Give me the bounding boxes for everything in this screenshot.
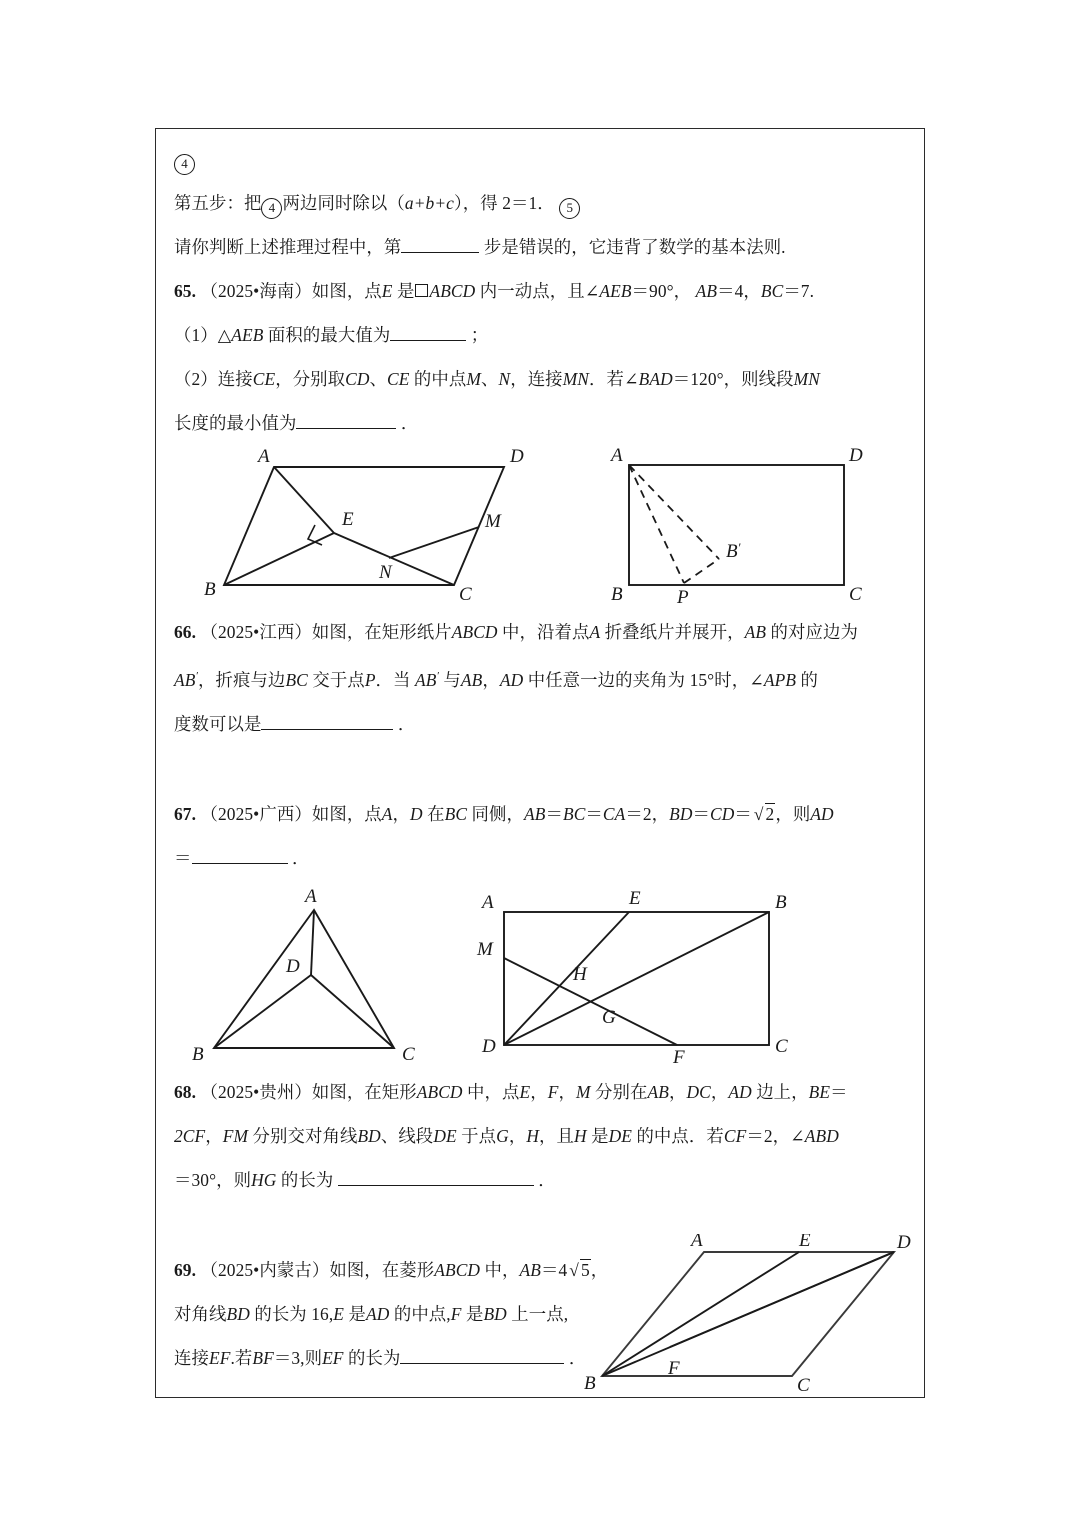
q67-l1-d: 同侧， [471, 803, 525, 824]
q65-p2-g: ＝120°，则线段 [672, 369, 794, 389]
spacer-after-q66 [174, 746, 908, 792]
q69-l1-c: ＝4 [540, 1259, 568, 1280]
label-A: A [258, 446, 270, 467]
marker-4-line [174, 137, 908, 181]
q66-l2-e: ， [482, 669, 500, 690]
q66-l2-g: 的 [800, 669, 818, 690]
label-M4: M [477, 938, 493, 960]
q69-l1-d: ， [590, 1259, 609, 1280]
q65-figure-group [174, 445, 908, 610]
q68-l2-c: 、线段 [380, 1125, 434, 1146]
q68-line2 [174, 1114, 908, 1158]
q67-l1-b: ， [392, 803, 411, 824]
q68-M: M [576, 1081, 591, 1102]
q68-cf: CF [723, 1125, 747, 1146]
q65-mn: MN [562, 369, 589, 389]
q65-part2-line2 [174, 401, 908, 445]
q68-l2-h: 的中点．若 [636, 1125, 724, 1146]
q68-l2-e: ， [508, 1125, 527, 1146]
q67-q68-figure-group [174, 880, 908, 1070]
answer-blank-q65-2[interactable] [296, 428, 396, 429]
q66-ab2: AB [460, 669, 483, 690]
q69-l2-f: 上一点, [511, 1303, 569, 1324]
q66-ab: AB [744, 622, 767, 642]
q68-l1-g: ， [710, 1081, 729, 1102]
q68-dc: DC [686, 1081, 711, 1102]
q68-H2: H [573, 1125, 587, 1146]
q65-part1-mid: 面积的最大值为 [267, 325, 391, 345]
step-five-prefix: 第五步：把 [174, 193, 262, 213]
label-N: N [379, 562, 392, 583]
label-C5: C [797, 1374, 810, 1396]
q65-p2-line2-suffix: ． [400, 413, 419, 433]
q68-E: E [519, 1081, 531, 1102]
figure-parallelogram-aebcd [204, 446, 524, 605]
q68-fm: FM [222, 1125, 249, 1146]
q65-bad: BAD [638, 369, 673, 389]
q66-l1-a: （2025•江西）如图，在矩形纸片 [200, 622, 452, 642]
q68-number: 68. [174, 1081, 197, 1102]
q69-F: F [450, 1303, 462, 1324]
q68-line3 [174, 1158, 908, 1202]
q69-E: E [333, 1303, 345, 1324]
expression-abc: a+b+c [404, 193, 454, 213]
answer-blank-q66[interactable] [261, 729, 393, 730]
answer-blank-q65-1[interactable] [390, 340, 466, 341]
q66-abcd: ABCD [451, 622, 498, 642]
q65-part2-line1 [174, 357, 908, 401]
q65-part2-prefix: （2）连接 [174, 369, 253, 389]
q67-l1-g: ＝2， [625, 803, 670, 824]
figure-rhombus-abcd [584, 1234, 914, 1399]
q68-ab: AB [647, 1081, 669, 1102]
figure-triangle-abcd [192, 886, 415, 1065]
q69-ab: AB [519, 1259, 541, 1280]
q68-l1-b: 中，点 [467, 1081, 520, 1102]
figure-rectangle-efmgh [476, 888, 788, 1068]
label-F4: F [673, 1046, 685, 1068]
step-five-suffix: ），得 2＝1． [454, 193, 555, 213]
q68-bd: BD [357, 1125, 381, 1146]
q66-point-A: A [589, 622, 601, 642]
q68-abd: ABD [804, 1125, 839, 1146]
judge-suffix: 步是错误的，它违背了数学的基本法则. [483, 237, 786, 257]
q67-ad: AD [810, 803, 834, 824]
q69-bd2: BD [483, 1303, 507, 1324]
q68-l1-h: 边上， [756, 1081, 809, 1102]
label-P: P [677, 587, 689, 608]
label-C3: C [402, 1043, 415, 1065]
label-C: C [459, 584, 472, 605]
q69-block [174, 1233, 911, 1396]
q66-bc: BC [285, 669, 308, 690]
figure-rectangle-fold [609, 445, 863, 608]
q65-bc: BC [760, 281, 784, 301]
q67-number: 67. [174, 803, 197, 824]
q67-l1-f: ＝ [585, 803, 603, 824]
answer-blank-judge[interactable] [401, 252, 479, 253]
q67-line1 [174, 792, 908, 836]
label-C4: C [775, 1035, 788, 1057]
label-D: D [510, 446, 524, 467]
label-A4: A [482, 891, 494, 913]
q65-ce2: CE [387, 369, 410, 389]
q65-n: N [498, 369, 511, 389]
q65-part1-suffix: ； [470, 325, 489, 345]
label-A3: A [305, 885, 317, 907]
q65-stem-line [174, 269, 908, 313]
q65-mn2: MN [793, 369, 820, 389]
q66-l3-prefix: 度数可以是 [174, 713, 262, 734]
q65-p2-b: 、 [369, 369, 388, 389]
label-F5: F [668, 1357, 680, 1379]
q66-l1-c: 折叠纸片并展开， [604, 622, 745, 642]
q65-number: 65. [174, 281, 197, 301]
q65-figures-row [174, 445, 908, 610]
q69-l3-c: ＝3,则 [273, 1347, 323, 1368]
q68-l2-b: 分别交对角线 [252, 1125, 358, 1146]
q67-l1-j: ，则 [775, 803, 811, 824]
q68-de: DE [433, 1125, 457, 1146]
label-D2: D [849, 445, 863, 466]
label-M: M [485, 511, 501, 532]
label-D4: D [482, 1035, 496, 1057]
label-H4: H [573, 963, 587, 985]
q68-l1-e: 分别在 [595, 1081, 648, 1102]
q66-abprime: AB′ [174, 669, 198, 690]
q66-l1-b: 中，沿着点 [502, 622, 590, 642]
q68-2cf: 2CF [174, 1125, 206, 1146]
label-C2: C [849, 584, 862, 605]
q67-l1-i: ＝ [734, 803, 752, 824]
judge-prefix: 请你判断上述推理过程中，第 [174, 237, 402, 257]
q68-F: F [547, 1081, 559, 1102]
q68-be: BE [808, 1081, 831, 1102]
q66-l3-suffix: ． [397, 713, 416, 734]
q69-l3-a: 连接 [174, 1347, 209, 1368]
q66-abprime2: AB′ [414, 669, 439, 690]
step-five-middle: 两边同时除以（ [282, 193, 405, 213]
q69-l2-c: 是 [348, 1303, 366, 1324]
q66-apb: APB [763, 669, 797, 690]
document-page [155, 128, 925, 1398]
q65-part1-aeb: AEB [231, 325, 264, 345]
answer-blank-q69[interactable] [400, 1363, 564, 1364]
q65-stem-a: （2025•海南）如图，点 [200, 281, 382, 301]
q67-q68-figures-row [174, 880, 908, 1070]
q68-H: H [526, 1125, 539, 1146]
q66-line2 [174, 654, 908, 702]
q65-part1-prefix: （1）△ [174, 325, 232, 345]
q68-l2-i: ＝2，∠ [746, 1125, 805, 1146]
q69-l3-suffix: ． [568, 1347, 587, 1368]
q68-l2-g: 是 [591, 1125, 609, 1146]
q69-number: 69. [174, 1259, 197, 1280]
q67-cd: CD [710, 803, 735, 824]
label-D3: D [286, 955, 300, 977]
q69-bf: BF [252, 1347, 274, 1368]
q65-p2-line2-prefix: 长度的最小值为 [174, 413, 297, 433]
q65-stem-e: ＝4， [717, 281, 761, 301]
q69-ef: EF [208, 1347, 231, 1368]
q65-stem-d: ＝90°， [631, 281, 692, 301]
q69-figure-wrapper [584, 1234, 914, 1399]
q69-bd: BD [226, 1303, 250, 1324]
q66-line3 [174, 702, 908, 746]
q68-l2-a: ， [205, 1125, 223, 1146]
q67-bc: BC [444, 803, 468, 824]
q68-l2-d: 于点 [461, 1125, 497, 1146]
q65-part1-line [174, 313, 908, 357]
answer-blank-q67[interactable] [192, 863, 288, 864]
q65-p2-a: ，分别取 [275, 369, 346, 389]
answer-blank-q68[interactable] [338, 1185, 534, 1186]
q68-l3-mid: 的长为 [280, 1169, 334, 1190]
q66-l2-c: ．当 [375, 669, 411, 690]
q66-point-P: P [364, 669, 376, 690]
q68-de2: DE [608, 1125, 632, 1146]
q67-l2-prefix: ＝ [174, 847, 192, 868]
q69-l3-b: .若 [230, 1347, 253, 1368]
q69-abcd: ABCD [434, 1259, 481, 1280]
label-E4: E [629, 887, 641, 909]
label-B2: B [611, 584, 623, 605]
sqrt-5: √ 5 [569, 1259, 590, 1280]
q69-ef2: EF [322, 1347, 344, 1368]
label-A5: A [691, 1233, 703, 1251]
q69-l2-b: 的长为 16, [254, 1303, 334, 1324]
q68-hg: HG [251, 1169, 277, 1190]
circled-4-marker: 4 [174, 154, 195, 175]
q67-ab: AB [524, 803, 546, 824]
q66-l2-b: 交于点 [312, 669, 365, 690]
q68-l2-f: ，且 [538, 1125, 574, 1146]
q68-G: G [496, 1125, 509, 1146]
q69-l2-d: 的中点, [393, 1303, 451, 1324]
q65-angle-aeb: AEB [599, 281, 632, 301]
label-B4: B [775, 891, 787, 913]
q69-ad: AD [365, 1303, 390, 1324]
q65-stem-f: ＝7. [783, 281, 815, 301]
q66-number: 66. [174, 622, 197, 642]
q69-l2-a: 对角线 [174, 1303, 227, 1324]
label-B5: B [584, 1372, 596, 1394]
q69-l1-a: （2025•内蒙古）如图，在菱形 [200, 1259, 435, 1280]
q68-line1 [174, 1070, 908, 1114]
q65-point-E: E [381, 281, 393, 301]
q66-l2-f: 中任意一边的夹角为 15°时，∠ [527, 669, 764, 690]
q66-l2-a: ，折痕与边 [197, 669, 286, 690]
label-B-prime: B′ [726, 540, 741, 562]
q68-l3-suffix: ． [538, 1169, 556, 1190]
q67-point-D: D [410, 803, 423, 824]
q67-ca: CA [602, 803, 626, 824]
q66-ad: AD [499, 669, 524, 690]
q67-l1-c: 在 [427, 803, 445, 824]
q67-l2-suffix: ． [291, 847, 310, 868]
q65-ab: AB [695, 281, 718, 301]
q66-l1-d: 的对应边为 [770, 622, 858, 642]
q65-m: M [466, 369, 481, 389]
q65-cd: CD [345, 369, 370, 389]
q65-p2-c: 的中点 [413, 369, 467, 389]
q67-l1-e: ＝ [545, 803, 563, 824]
label-G4: G [602, 1006, 616, 1028]
q69-l1-b: 中， [484, 1259, 520, 1280]
q65-stem-c: 内一动点，且∠ [479, 281, 600, 301]
q68-abcd: ABCD [416, 1081, 463, 1102]
q65-abcd: ABCD [429, 281, 476, 301]
q69-l3-d: 的长为 [347, 1347, 401, 1368]
label-A2: A [611, 445, 623, 466]
label-B3: B [192, 1043, 204, 1065]
q65-p2-f: ．若∠ [588, 369, 639, 389]
q67-l1-h: ＝ [692, 803, 711, 824]
q65-ce: CE [252, 369, 276, 389]
q66-line1 [174, 610, 908, 654]
q68-l1-a: （2025•贵州）如图，在矩形 [200, 1081, 417, 1102]
q67-point-A: A [381, 803, 393, 824]
page-content [174, 137, 911, 1396]
label-D5: D [897, 1233, 911, 1253]
q68-l1-f: ， [668, 1081, 687, 1102]
q65-p2-d: 、 [481, 369, 499, 389]
q68-l1-c: ， [530, 1081, 548, 1102]
q68-l1-i: ＝ [830, 1081, 848, 1102]
q68-l1-d: ， [558, 1081, 576, 1102]
sqrt-2: √ 2 [753, 803, 775, 824]
parallelogram-symbol [415, 284, 428, 297]
q67-line2 [174, 836, 908, 880]
q69-l2-e: 是 [465, 1303, 484, 1324]
circled-5-marker: 5 [559, 198, 580, 219]
q66-l2-d: 与 [443, 669, 461, 690]
q67-l1-a: （2025•广西）如图，点 [200, 803, 382, 824]
q68-ad: AD [728, 1081, 752, 1102]
circled-4-inline: 4 [261, 198, 282, 219]
q65-p2-e: ，连接 [510, 369, 563, 389]
label-E: E [342, 509, 354, 530]
q68-l3-prefix: ＝30°，则 [174, 1169, 252, 1190]
step-five-line [174, 181, 908, 225]
judge-line [174, 225, 908, 269]
q67-bd: BD [669, 803, 693, 824]
label-B: B [204, 579, 216, 600]
q65-stem-b: 是 [396, 281, 415, 301]
q67-bc2: BC [562, 803, 586, 824]
label-E5: E [799, 1233, 811, 1251]
